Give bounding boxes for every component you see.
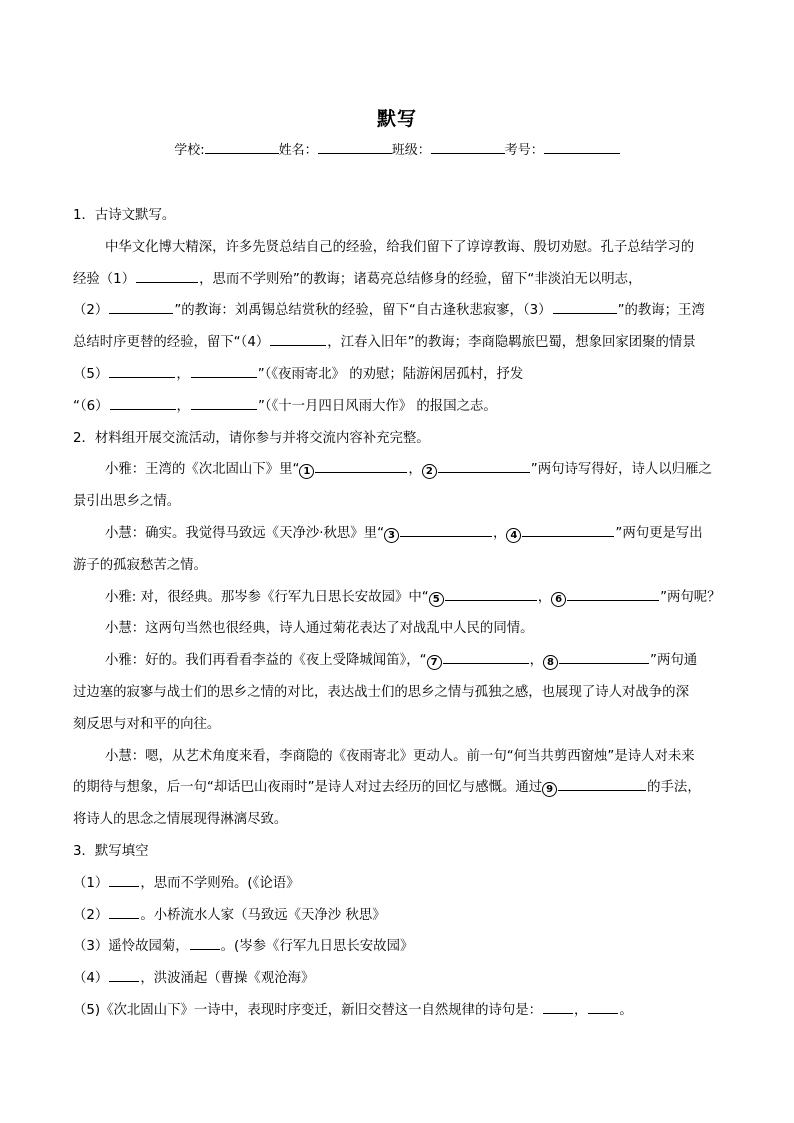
dialogue-line: 的期待与想象，后一句“却话巴山夜雨时”是诗人对过去经历的回忆与感慨。通过 9 的手法，	[73, 772, 723, 804]
class-field[interactable]	[431, 141, 505, 154]
answer-blank[interactable]	[445, 587, 537, 601]
answer-blank[interactable]	[109, 968, 139, 982]
q1-line-3: （2） ”的教诲：刘禹锡总结赏秋的经验，留下“自古逢秋悲寂寥，（3） ”的教诲；王湾	[73, 295, 723, 327]
dialogue-line: 小雅：王湾的《次北固山下》里“ 1 ， 2 ”两句诗写得好，诗人以归雁之	[73, 454, 723, 486]
dialogue-line: 小慧：这两句当然也很经典，诗人通过菊花表达了对战乱中人民的同情。	[105, 621, 534, 637]
q3-item-5: （5)《次北固山下》一诗中，表现时序变迁，新旧交替这一自然规律的诗句是： ， 。	[73, 995, 723, 1027]
dialogue-line: 小雅: 对，很经典。那岑参《行军九日思长安故园》中“ 5 ， 6 ”两句呢？	[73, 582, 723, 614]
answer-blank[interactable]	[558, 777, 646, 791]
q2-heading: 2．材料组开展交流活动，请你参与并将交流内容补充完整。	[73, 430, 430, 446]
document-body	[73, 200, 723, 1027]
answer-blank[interactable]	[109, 364, 175, 378]
answer-blank[interactable]	[315, 459, 407, 473]
answer-blank[interactable]	[270, 332, 326, 346]
school-label: 学校:	[174, 143, 205, 158]
circled-number-9: 9	[542, 782, 557, 797]
dialogue-line: 小慧：确实。我觉得马致远《天净沙·秋思》里“ 3 ， 4 ”两句更是写出	[73, 518, 723, 550]
answer-blank[interactable]	[443, 650, 529, 664]
answer-blank[interactable]	[110, 396, 176, 410]
answer-blank[interactable]	[109, 300, 173, 314]
q3-item-4: （4） ，洪波涌起（曹操《观沧海》	[73, 963, 723, 995]
answer-blank[interactable]	[522, 523, 614, 537]
q3-heading: 3．默写填空	[73, 843, 149, 859]
name-label: 姓名：	[278, 143, 318, 158]
q1-line-5: （5） ， ”（《夜雨寄北》 的劝慰；陆游闲居孤村，抒发	[73, 359, 723, 391]
circled-number-8: 8	[543, 655, 558, 670]
circled-number-6: 6	[551, 592, 566, 607]
dialogue-line: 游子的孤寂愁苦之情。	[73, 557, 207, 573]
answer-blank[interactable]	[543, 1000, 573, 1014]
answer-blank[interactable]	[191, 396, 257, 410]
q1-heading: 1．古诗文默写。	[73, 208, 176, 223]
answer-blank[interactable]	[400, 523, 492, 537]
answer-blank[interactable]	[109, 873, 139, 887]
circled-number-7: 7	[427, 655, 442, 670]
q1-line-2: 经验（1） ，思而不学则殆”的教诲；诸葛亮总结修身的经验，留下“非淡泊无以明志，	[73, 264, 723, 296]
answer-blank[interactable]	[567, 587, 659, 601]
number-field[interactable]	[544, 141, 620, 154]
answer-blank[interactable]	[190, 936, 220, 950]
answer-blank[interactable]	[559, 650, 649, 664]
circled-number-5: 5	[429, 592, 444, 607]
number-label: 考号：	[504, 143, 544, 158]
dialogue-line: 将诗人的思念之情展现得淋漓尽致。	[73, 812, 288, 828]
answer-blank[interactable]	[109, 905, 139, 919]
dialogue-line: 小慧：嗯，从艺术角度来看，李商隐的《夜雨寄北》更动人。前一句“何当共剪西窗烛”是诗人对未来	[105, 748, 695, 764]
dialogue-line: 过边塞的寂寥与战士们的思乡之情的对比，表达战士们的思乡之情与孤独之感，也展现了诗人对战争的深	[73, 684, 689, 700]
name-field[interactable]	[318, 141, 392, 154]
school-field[interactable]	[205, 141, 279, 154]
circled-number-2: 2	[422, 464, 437, 479]
q1-line-4: 总结时序更替的经验，留下“（4） ，江春入旧年”的教诲；李商隐羁旅巴蜀，想象回家团聚的情景	[73, 327, 723, 359]
student-info-line	[0, 139, 794, 158]
page-title: 默写	[376, 108, 417, 130]
q3-item-2: （2） 。小桥流水人家（马致远《天净沙 秋思》	[73, 900, 723, 932]
circled-number-4: 4	[506, 528, 521, 543]
answer-blank[interactable]	[191, 364, 257, 378]
q3-item-3: （3）遥怜故园菊， 。(岑参《行军九日思长安故园》	[73, 931, 723, 963]
dialogue-line: 小雅：好的。我们再看看李益的《夜上受降城闻笛》，“ 7 ， 8 ”两句通	[73, 645, 723, 677]
q1-line-1: 中华文化博大精深，许多先贤总结自己的经验，给我们留下了谆谆教诲、殷切劝慰。孔子总结学习的	[105, 239, 695, 255]
answer-blank[interactable]	[136, 269, 198, 283]
dialogue-line: 刻反思与对和平的向往。	[73, 716, 221, 732]
q1-line-6: “（6） ， ”（《十一月四日风雨大作》 的报国之志。	[73, 391, 723, 423]
answer-blank[interactable]	[438, 459, 530, 473]
q3-item-1: （1） ，思而不学则殆。(《论语》	[73, 868, 723, 900]
answer-blank[interactable]	[588, 1000, 618, 1014]
dialogue-line: 景引出思乡之情。	[73, 494, 181, 510]
answer-blank[interactable]	[553, 300, 617, 314]
class-label: 班级：	[391, 143, 431, 158]
circled-number-1: 1	[299, 464, 314, 479]
circled-number-3: 3	[384, 528, 399, 543]
